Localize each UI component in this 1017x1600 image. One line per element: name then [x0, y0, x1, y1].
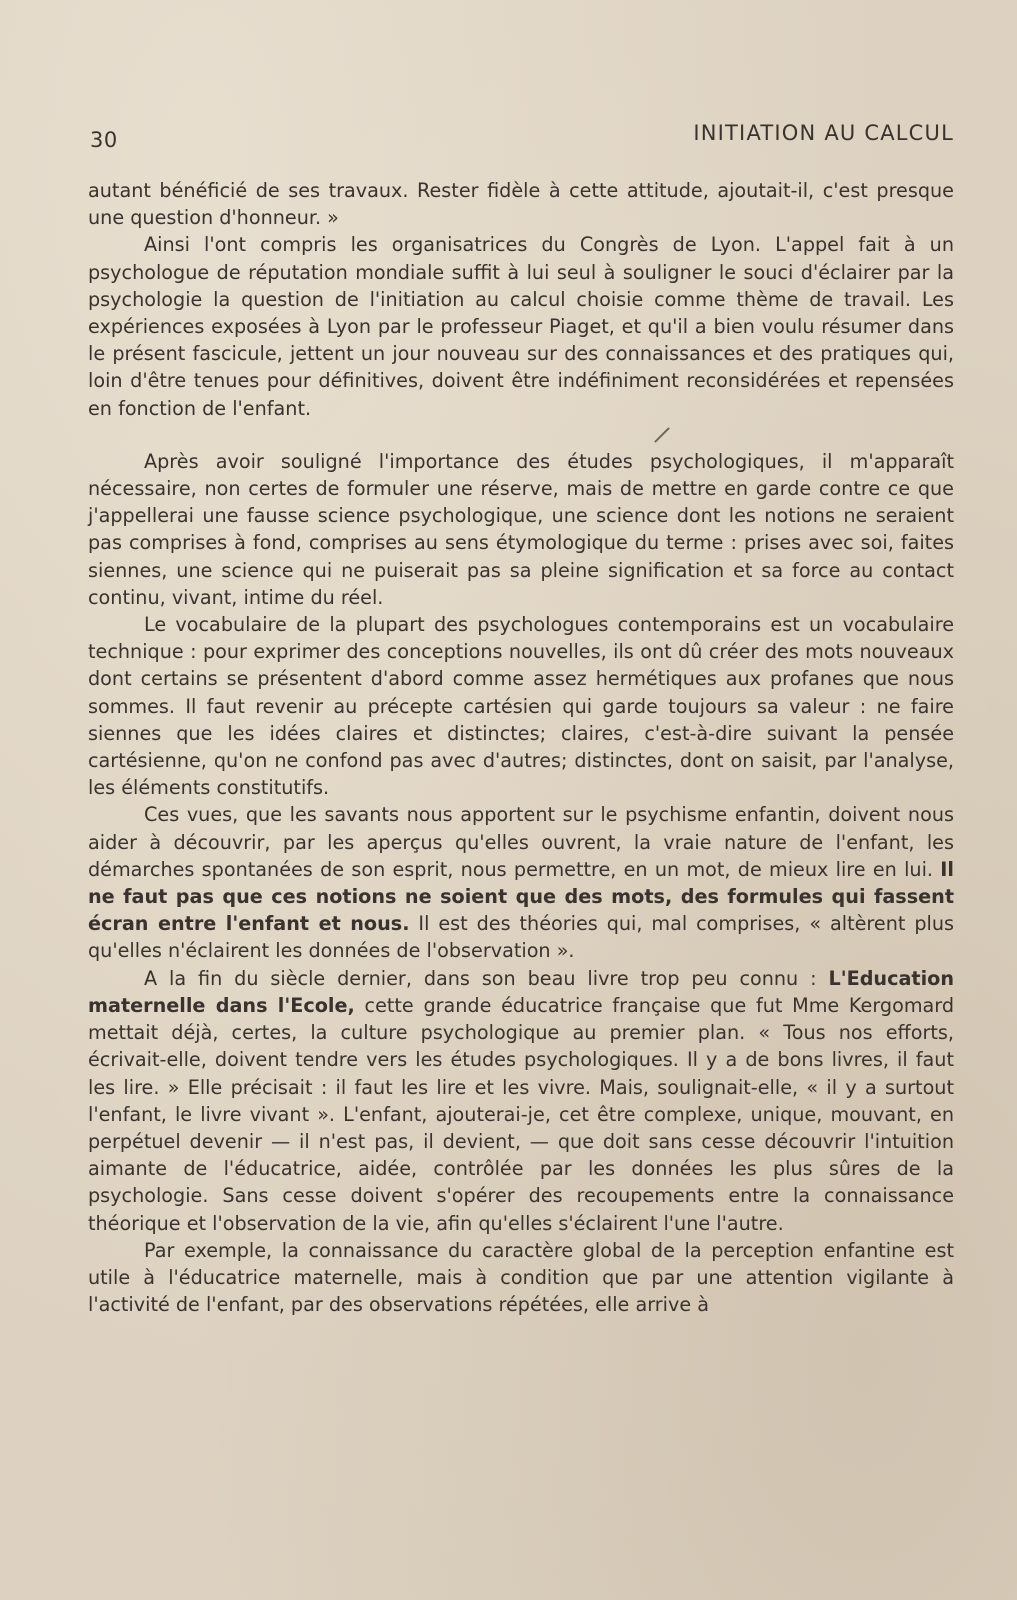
paragraph-continuation: autant bénéficié de ses travaux. Rester fidèle à cette attitude, ajoutait-il, c'est presque une question d'honneur. » — [88, 179, 954, 230]
views-text-a: Ces vues, que les savants nous apportent sur le psychisme enfantin, doivent nous aider à découvrir, par les aperçus qu'elles ouvrent, la vraie nature de l'enfant, les démarches spontanées de son esprit, nous permettre, en un mot, de mieux lire en lui. — [88, 803, 954, 881]
running-head — [88, 118, 954, 158]
body-text — [88, 177, 954, 1318]
views-text-c: Il est des théories qui, mal comprises, « altèrent plus qu'elles n'éclairent les données de l'observation ». — [88, 912, 954, 963]
paragraph-congress: Ainsi l'ont compris les organisatrices du Congrès de Lyon. L'appel fait à un psychologue de réputation mondiale suffit à lui seul à souligner le souci d'éclairer par la psychologie la question de l'initiation au calcul choisie comme thème de travail. Les expériences exposées à Lyon par le professeur Piaget, et qu'il a bien voulu résumer dans le présent fascicule, jettent un jour nouveau sur des connaissances et des pratiques qui, loin d'être tenues pour définitives, doivent être indéfiniment reconsidérées et repensées en fonction de l'enfant. — [88, 233, 954, 420]
page-number: 30 — [90, 128, 118, 152]
kergomard-text-c: cette grande éducatrice française que fut Mme Kergomard mettait déjà, certes, la culture psychologique au premier plan. « Tous nos efforts, écrivait-elle, doivent tendre vers les études psychologiques. Il y a de bons livres, il faut les lire. » Elle précisait : il faut les lire et les vivre. Mais, soulignait-elle, « il y a surtout l'enfant, le livre vivant ». L'enfant, ajouterai-je, cet être complexe, unique, mouvant, en perpétuel devenir — il n'est pas, il devient, — que doit sans cesse découvrir l'intuition aimante de l'éducatrice, aidée, contrôlée par les données les plus sûres de la psychologie. Sans cesse doivent s'opérer des recoupements entre la connaissance théorique et l'observation de la vie, afin qu'elles s'éclairent l'une l'autre. — [88, 993, 954, 1235]
kergomard-text-a: A la fin du siècle dernier, dans son beau livre trop peu connu : — [144, 966, 829, 990]
paragraph-views — [88, 801, 954, 964]
paragraph-false-science: Après avoir souligné l'importance des études psychologiques, il m'apparaît nécessaire, non certes de formuler une réserve, mais de mettre en garde contre ce que j'appellerai une fausse science psychologique, une science dont les notions ne seraient pas comprises à fond, comprises au sens étymologique du terme : prises avec soi, faites siennes, une science qui ne puiserait pas sa pleine signification et sa force au contact continu, vivant, intime du réel. — [88, 449, 954, 609]
paragraph-vocabulary: Le vocabulaire de la plupart des psychologues contemporains est un vocabulaire technique : pour exprimer des conceptions nouvelles, ils ont dû créer des mots nouveaux dont certains se présentent d'abord comme assez hermétiques aux profanes que nous sommes. Il faut revenir au précepte cartésien qui garde toujours sa valeur : ne faire siennes que les idées claires et distinctes; claires, c'est-à-dire suivant la pensée cartésienne, qu'on ne confond pas avec d'autres; distinctes, dont on saisit, par l'analyse, les éléments constitutifs. — [88, 613, 954, 800]
book-page — [88, 118, 954, 158]
paragraph-perception: Par exemple, la connaissance du caractère global de la perception enfantine est utile à l'éducatrice maternelle, mais à condition que par une attention vigilante à l'activité de l'enfant, par des observations répétées, elle arrive à — [88, 1238, 954, 1317]
running-title: INITIATION AU CALCUL — [693, 121, 954, 145]
kergomard-book-title: L'Education maternelle dans l'Ecole, — [88, 966, 954, 1017]
views-bold-sentence: Il ne faut pas que ces notions ne soient que des mots, des formules qui fassent écran entre l'enfant et nous. — [88, 857, 954, 936]
paragraph-kergomard — [88, 965, 954, 1237]
